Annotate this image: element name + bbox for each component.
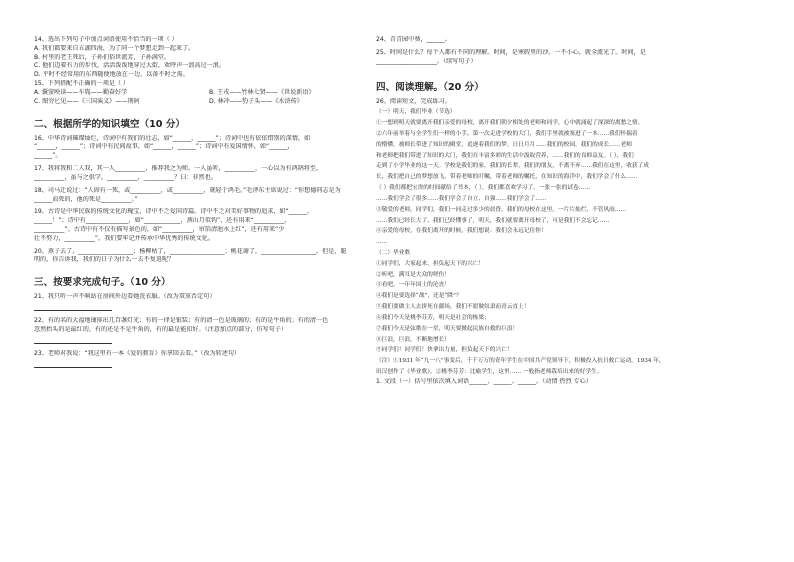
left-column: [34, 36, 394, 368]
q15-option-c: C. 图穷匕见——《三国演义》——荆轲: [34, 97, 140, 105]
section-3-title: 三、按要求完成句子。（10 分）: [34, 277, 171, 289]
q26-stem: 26、阅读短文，完成练习。: [376, 98, 451, 106]
q15-options-row2: [34, 98, 394, 107]
q25-line-2: ____________________。（续写句子）: [376, 57, 477, 65]
q17-line-1: 17、我将我和二人双，其一人__________，推荐我之为师。一人虽听，__________，一心以为有鸿鹄将至，: [34, 165, 323, 173]
q16-line-1: 16、中华诗词璀璨灿烂，诗词中有我们的壮志，如“______，______”；诗词中也有依依惜别的深情，如: [34, 134, 311, 142]
q23-stem: 23、老师对我说：“我这里有一本《爱的教育》你拿回去看。”（改为转述句）: [34, 349, 241, 357]
q22-line-2: 忽然抬头的是最红的，有的还是不是牛角的，有的最是能扣好。（注意加点的部分，仿写句子）: [34, 325, 287, 333]
passage-2-line: ⑧巨浪，巨浪，不断地增长！: [376, 336, 450, 343]
passage-2-line: ④我们是要选择“战”，还是“降”？: [376, 293, 462, 300]
passage-2-line: ①同学们，大家起来，担负起天下的兴亡！: [376, 260, 485, 267]
passage-1-line: 长，我们把自己的梦想放飞，带着老师的叮嘱，带着老师的嘱托，在知识的海洋中，我们学会了什么……: [376, 174, 638, 181]
passage-1-title: （一）明天，我们毕业（节选）: [376, 109, 456, 116]
q15-option-b: B. 王戎——竹林七贤——《世说新语》: [209, 88, 315, 96]
q14-option-b: B. 村里的老王死后，子孙们俗世流芳，子孙满堂。: [34, 53, 171, 61]
right-column: [376, 36, 748, 387]
passage-1-line: 的懵懂，被师长带进了知识的殿堂，追逐着我们的梦。日日月月……我们的校园，我们的成长……老师: [376, 141, 632, 148]
q22-answer-line[interactable]: [34, 335, 112, 344]
passage-1-line: ①一想到明天就要离开我们亲爱的母校，离开我们朝夕相处的老师和同学，心中就涌起了深深的离愁之情。: [376, 120, 644, 127]
passage-1-line: 和老师把我们带进了知识的大门，我们在丰富多彩的生活中汲取营养，……我们的良师益友。（ ），我们: [376, 152, 634, 159]
passage-1-line: ……我们已经长大了，我们已经懂事了，明天，我们就要离开母校了，可是我们不会忘记……: [376, 217, 610, 224]
q24: 24、青青园中葵，______。: [376, 36, 451, 43]
q16-line-2: “______，______”；诗词中有民间故事，如“______，______”；诗词中有爱国情怀，如“______，: [34, 143, 294, 151]
q25-line-1: 25、时间是什么？每个人都有不同的理解。时间，是寒假里的沙。一不小心，就全流光了。时间，是: [376, 48, 646, 56]
passage-note: 田汉创作了《毕业歌》。②桃李芬芳：比喻学生，这里…… 一般指老师栽培出来的好学生。: [376, 369, 603, 376]
q17-line-2: __________，虽与之俱学，__________，__________？曰：非然也。: [34, 173, 217, 181]
passage-2-line: ⑥我们今天是桃李芬芳，明天是社会的栋梁；: [376, 314, 490, 321]
q18-line-1: 18、司马迁说过：“人固有一死，或__________，或__________，就轻于鸿毛。”毛泽东主席说过：“你想德同志是为: [34, 186, 341, 194]
passage-2-line: ②听吧，满耳是大众的嗟伤！: [376, 271, 450, 278]
passage-2-line: ⑦我们今天是弦歌在一堂，明天要掀起民族自救的巨浪！: [376, 325, 519, 332]
q19-line-3: __________”。古诗中有不仅有描写景色的，如“__________，帘箔清池水上红”，还有用来“少: [34, 225, 285, 233]
passage-1-line: ④亲爱的母校，在我们离开的时候，我们想说：我们会永远记住你！: [376, 228, 547, 235]
q14-stem: 14、选出下列句子中加点词语使用不恰当的一项（ ）: [34, 36, 178, 43]
passage-2-title: （二）毕业歌: [376, 249, 411, 256]
passage-1-line: （ ）我们都把宝贵的时间献给了书本，（ ），我们都喜欢学习了，一张一张的试卷……: [376, 185, 591, 192]
q21-answer-line[interactable]: [34, 302, 112, 311]
passage-2-line: ⑤我们要做主人去拼死在疆场，我们不愿做奴隶而青云直上！: [376, 304, 530, 311]
q21-stem: 21、我只听一声不响站在房间外边看她洗衣服。（改为双重否定句）: [34, 293, 216, 301]
q15-option-a: A. 囊萤映读——车胤——勤奋好学: [34, 88, 128, 96]
passage-1-line: ②六年前举着与全学生们一样的小手，第一次走进学校的大门，我们手里就被塞进了一本……我们怀揣着: [376, 130, 638, 137]
q15-stem: 15、下列搭配不正确的一项是（ ）: [34, 80, 130, 88]
reading-q1: 1. 文段（一）括号里依次填入词语______、______、______。（动情 热烈 专心）: [376, 377, 592, 385]
q14-option-a: A. 我们都要来自五湖四海，为了同一个梦想走到一起来了。: [34, 44, 195, 52]
q20-line-2: 明的，你告诉我，我们的日子为什么一去不复返呢？: [34, 256, 175, 264]
q14-option-c: C. 他们迈着有力的步伐，活活泼泼地穿过大街，欢呼声一浪高过一浪。: [34, 62, 225, 70]
passage-1-line: 走到了小学毕业的这一天。学校是我们的家，我们的长辈，我们的朋友，不离不弃……我们在这里，收获了成: [376, 163, 649, 170]
q20-line-1: 20、燕子去了，__________________；杨柳枯了，__________________；桃花谢了，__________________。但是，聪: [34, 247, 347, 255]
q22-line-1: 22、有的名的大福地铺排出几百盏灯光；有的一律是银装；有的清一色是玻璃的；有的是牛角的；有的清一色: [34, 317, 329, 325]
q19-line-4: 壮不努力，__________”。我们要牢记并传承中华优秀的传统文化。: [34, 234, 214, 242]
section-2-title: 二、根据所学的知识填空（10 分）: [34, 118, 186, 130]
passage-1-line: ……我们学会了很多……我们学会了自立、自强……我们学会了……: [376, 195, 547, 202]
passage-note: （注）①1931 年“九一八”事变后，千千万万的青年学生在中国共产党领导下，积极投入抗日救亡运动。1934 年，: [376, 358, 665, 365]
passage-1-line: ③敬爱的老师，同学们，我们一同走过多少的晨昏，我们的母校在这里，一片片灿烂，不管风雨……: [376, 206, 627, 213]
q18-line-2: ______而死的，他的死是__________。”: [34, 195, 138, 203]
q14-option-d: D. 平时不经常用的东西随便地放在一边，以备不时之需。: [34, 71, 189, 79]
q19-line-2: ______！”；诗中有______________，如“____________，燕山月似钩”，还有用来“__________，: [34, 217, 291, 225]
passage-2-line: ⑨同学们！同学们！快拿出力量，担负起天下的兴亡！: [376, 347, 513, 354]
q15-options-row1: [34, 89, 394, 98]
passage-2-line: ③看吧，一年年国土的沦丧！: [376, 282, 450, 289]
passage-1-line: ……: [376, 239, 388, 246]
section-4-title: 四、阅读理解。（20 分）: [376, 82, 484, 94]
q16-line-3: ______”。: [34, 152, 62, 160]
q19-line-1: 19、古诗是中华民族的传统文化的瑰宝，诗中不乏爱国诗篇。诗中不乏对美好事物的追求，如“______，: [34, 208, 314, 216]
q23-answer-line[interactable]: [34, 359, 112, 368]
q15-option-d: D. 林冲——豹子头——《水浒传》: [209, 97, 303, 105]
